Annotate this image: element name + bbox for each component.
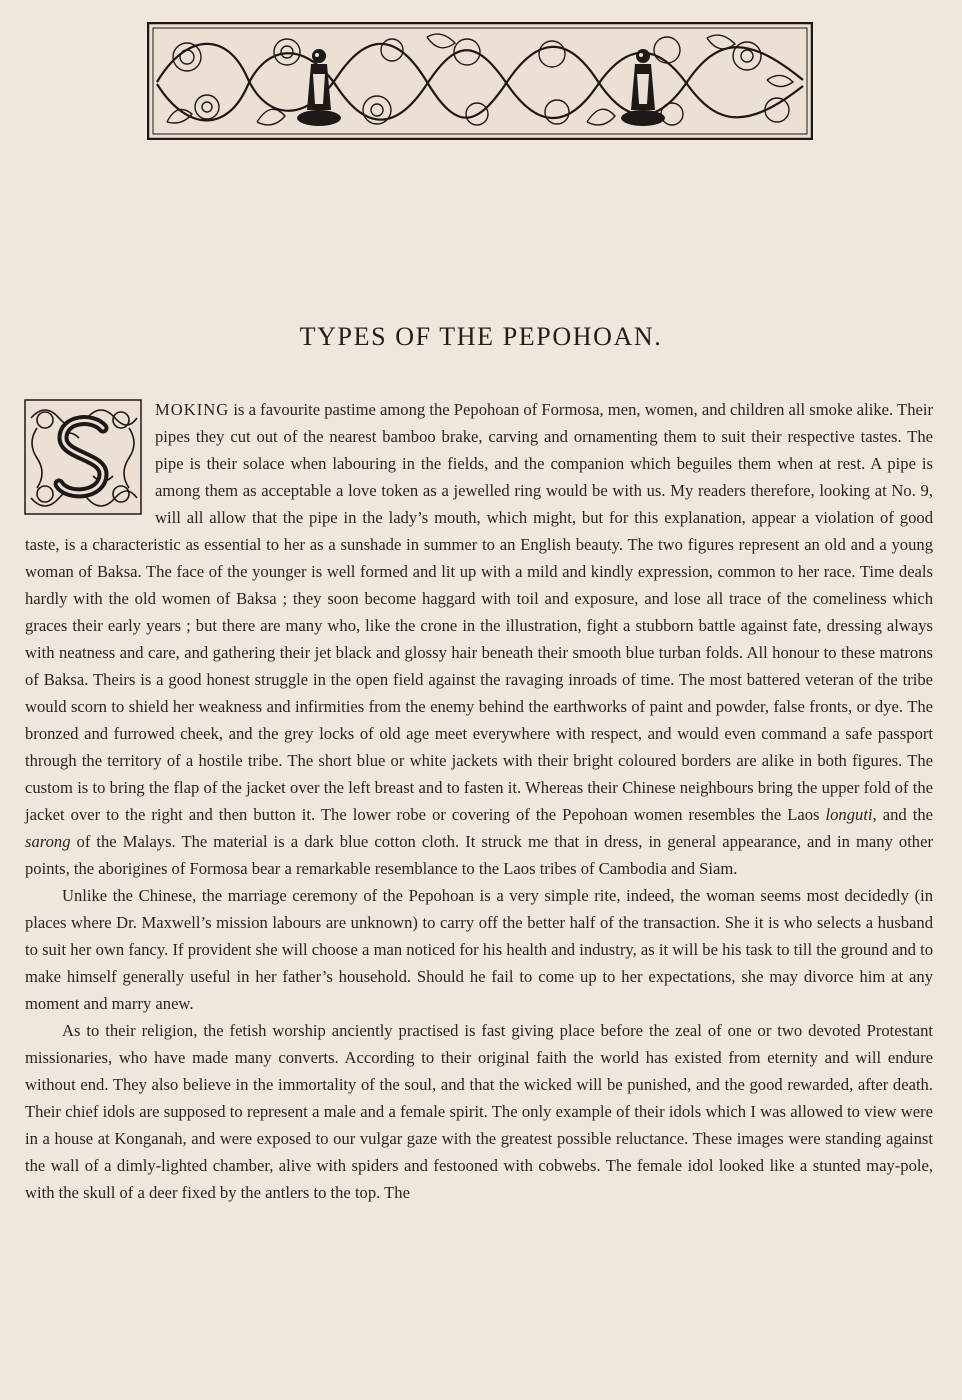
paragraph: Unlike the Chinese, the marriage ceremony of the Pepohoan is a very simple rite, indeed, the woman seems most decidedly (in places where Dr. Maxwell’s mission labours are unknown) to carry off the better half of the transaction. She it is who selects a husband to suit her own fancy. If provident she will choose a man noticed for his health and industry, as it will be his task to till the ground and to make himself generally useful in her father’s household. Should he fail to come up to her expectations, she may divorce him at any moment and marry anew. <box>25 886 933 1013</box>
text-run: , and the <box>872 805 933 824</box>
text-run: of the Malays. The material is a dark blue cotton cloth. It struck me that in dress, in general appearance, and in many other points, the aborigines of Formosa bear a remarkable resemblance to the Laos tribes of Cambodia and Siam. <box>25 832 933 878</box>
paragraph: As to their religion, the fetish worship anciently practised is fast giving place before the zeal of one or two devoted Protestant missionaries, who have made many converts. According to their original faith the world has existed from eternity and will endure without end. They also believe in the immortality of the soul, and that the wicked will be punished, and the good rewarded, after death. Their chief idols are supposed to represent a male and a female spirit. The only example of their idols which I was allowed to view were in a house at Konganah, and were exposed to our vulgar gaze with the greatest possible reluctance. These images were standing against the wall of a dimly-lighted chamber, alive with spiders and festooned with cobwebs. The female idol looked like a stunted may-pole, with the skull of a deer fixed by the antlers to the top. The <box>25 1021 933 1202</box>
italic-term: longuti <box>825 805 873 824</box>
lead-word: MOKING <box>155 400 230 419</box>
ornamental-foliage-headpiece-icon <box>147 22 813 140</box>
text-run: is a favourite pastime among the Pepohoan of Formosa, men, women, and children all smoke alike. Their pipes they cut out of the nearest bamboo brake, carving and ornamenting them to suit their respective tastes. The pipe is their solace when labouring in the fields, and the companion which beguiles them when at rest. A pipe is among them as acceptable a love token as a jewelled ring would be with us. My readers therefore, looking at No. 9, will all allow that the pipe in the lady’s mouth, which might, but for this explanation, appear a violation of good taste, is a characteristic as essential to her as a sunshade in summer to an English beauty. The two figures represent an old and a young woman of Baksa. The face of the younger is well formed and lit up with a mild and kindly expression, common to her race. Time deals hardly with the old women of Baksa ; they soon become haggard with toil and exposure, and lose all trace of the comeliness which graces their early years ; but there are many who, like the crone in the illustration, fight a stubborn battle against fate, dressing always with neatness and care, and gathering their jet black and glossy hair beneath their smooth blue turban folds. All honour to these matrons of Baksa. Theirs is a good honest struggle in the open field against the ravaging inroads of time. The most battered veteran of the tribe would scorn to shield her weakness and infirmities from the enemy behind the earthworks of paint and powder, false fronts, or dye. The bronzed and furrowed cheek, and the grey locks of old age meet everywhere with respect, and would even command a safe passport through the territory of a hostile tribe. The short blue or white jackets with their bright coloured borders are alike in both figures. The custom is to bring the flap of the jacket over the left breast and to fasten it. Whereas their Chinese neighbours bring the upper fold of the jacket over to the right and then button it. The lower robe or covering of the Pepohoan women resembles the Laos <box>25 400 933 824</box>
paragraph <box>25 396 933 882</box>
article-body <box>25 396 933 1206</box>
decorated-initial-s-icon <box>23 398 143 516</box>
italic-term: sarong <box>25 832 71 851</box>
page-title: TYPES OF THE PEPOHOAN. <box>299 322 663 351</box>
